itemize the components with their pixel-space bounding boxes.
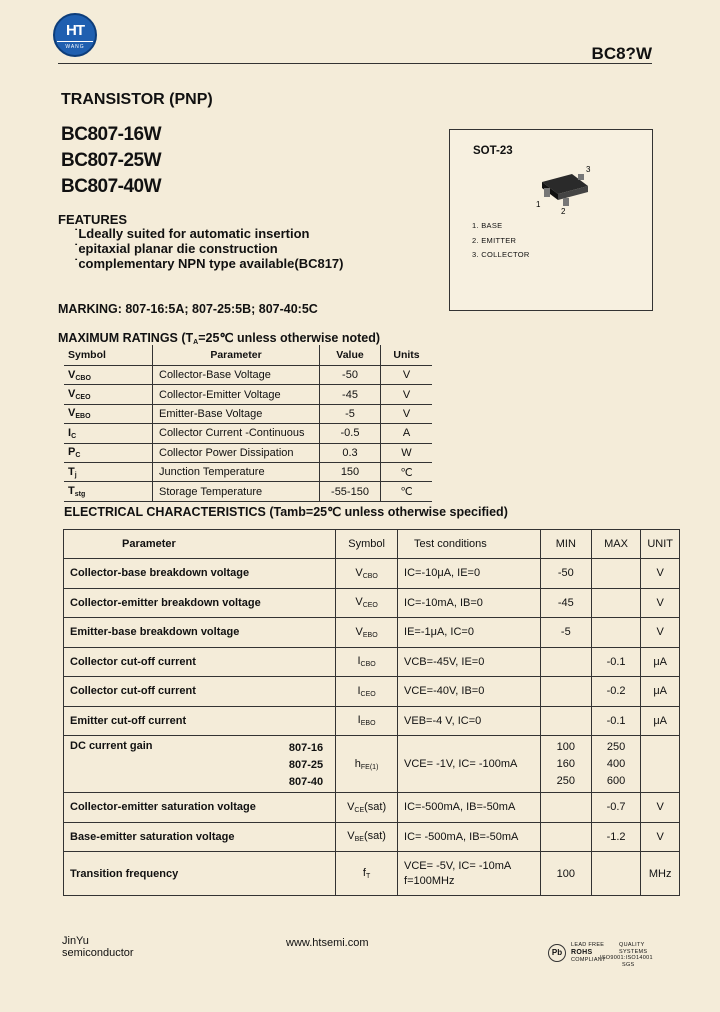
table-row: Transition frequency $f_T$ VCE= -5V, IC= -10mA f=100MHz 100 MHz <box>64 852 680 896</box>
features-heading: FEATURES <box>58 212 128 227</box>
company-logo <box>53 13 97 57</box>
cert-sgs: SGS <box>622 962 635 968</box>
part-family-title: BC8?W <box>591 44 652 63</box>
table-header-row <box>64 530 680 559</box>
col-header: Symbol <box>64 345 153 366</box>
table-row: Collector cut-off current $I_{CBO}$ VCB=-45V, IE=0 -0.1 μA <box>64 647 680 677</box>
pb-label: Pb <box>551 948 563 957</box>
part-number-3: BC807-40W <box>61 176 162 197</box>
col-header: Units <box>381 345 433 366</box>
table-header-row <box>64 345 432 366</box>
table-row: Emitter cut-off current $I_{EBO}$ VEB=-4 V, IC=0 -0.1 μA <box>64 706 680 736</box>
electrical-title: ELECTRICAL CHARACTERISTICS (Tamb=25℃ unless otherwise specified) <box>64 505 508 519</box>
cert-quality: QUALITY <box>619 942 645 948</box>
table-row: Base-emitter saturation voltage $V_{BE}(sat)$ IC= -500mA, IB=-50mA -1.2 V <box>64 822 680 852</box>
pin-label-3: 3 <box>586 165 591 174</box>
package-box <box>449 129 653 311</box>
grade-label: 807-25 <box>288 759 324 771</box>
table-row: Collector-emitter breakdown voltage $V_{CEO}$ IC=-10mA, IB=0 -45 V <box>64 588 680 618</box>
electrical-table <box>63 529 680 896</box>
cert-rohs: ROHS <box>571 949 593 956</box>
lead-free-icon <box>548 944 566 962</box>
header-divider <box>58 63 652 64</box>
sot23-package-icon <box>530 162 600 214</box>
table-row: $T_j$ Junction Temperature 150 ℃ <box>64 462 432 481</box>
table-row: $V_{CEO}$ Collector-Emitter Voltage -45 V <box>64 385 432 404</box>
company-subname: semiconductor <box>62 947 134 959</box>
table-row: $T_{stg}$ Storage Temperature -55-150 ℃ <box>64 482 432 501</box>
col-header: Parameter <box>153 345 320 366</box>
marking-line: MARKING: 807-16:5A; 807-25:5B; 807-40:5C <box>58 302 318 316</box>
part-number-2: BC807-25W <box>61 150 162 171</box>
table-row: $V_{CBO}$ Collector-Base Voltage -50 V <box>64 366 432 385</box>
website-link[interactable]: www.htsemi.com <box>286 937 369 949</box>
grade-label: 807-16 <box>288 742 324 754</box>
company-name: JinYu <box>62 935 89 947</box>
table-row: Collector-emitter saturation voltage $V_{CE}(sat)$ IC=-500mA, IB=-50mA -0.7 V <box>64 793 680 823</box>
logo-subtext: WANG <box>65 44 85 50</box>
pin-label-2: 2 <box>561 207 566 214</box>
col-header: Symbol <box>336 530 398 559</box>
package-name: SOT-23 <box>473 145 513 157</box>
pin-desc-3: 3. COLLECTOR <box>472 250 530 259</box>
table-row: $V_{EBO}$ Emitter-Base Voltage -5 V <box>64 404 432 423</box>
col-header: Test conditions <box>398 530 541 559</box>
dc-gain-label: DC current gain <box>70 740 153 752</box>
table-row: $I_C$ Collector Current -Continuous -0.5 A <box>64 424 432 443</box>
pin-desc-1: 1. BASE <box>472 221 503 230</box>
max-ratings-title: MAXIMUM RATINGS ($T_A=25℃$ unless otherwise noted) <box>58 331 381 346</box>
col-header: UNIT <box>641 530 680 559</box>
grade-label: 807-40 <box>288 776 324 788</box>
cert-compliant: COMPLIANT <box>571 957 606 963</box>
col-header: MIN <box>540 530 591 559</box>
part-number-1: BC807-16W <box>61 124 162 145</box>
feature-item: ˙Ldeally suited for automatic insertion <box>74 226 310 241</box>
col-header: Parameter <box>64 530 336 559</box>
logo-text: HT <box>66 22 84 39</box>
max-ratings-table <box>64 345 432 502</box>
table-row-dc-gain: DC current gain 807-16 807-25 807-40 $h_{FE(1)}$ VCE= -1V, IC= -100mA 100 160 250 250 400 600 <box>64 736 680 793</box>
table-row: Collector cut-off current $I_{CEO}$ VCE=-40V, IB=0 -0.2 μA <box>64 677 680 707</box>
pin-desc-2: 2. EMITTER <box>472 236 517 245</box>
feature-item: ˙epitaxial planar die construction <box>74 241 278 256</box>
feature-item: ˙complementary NPN type available(BC817) <box>74 256 344 271</box>
cert-system: SYSTEMS <box>619 949 648 955</box>
pin-label-1: 1 <box>536 200 541 209</box>
cert-lead-free: LEAD FREE <box>571 942 605 948</box>
col-header: Value <box>320 345 381 366</box>
page-title: TRANSISTOR (PNP) <box>61 91 213 108</box>
cert-iso: ISO9001:ISO14001 <box>600 955 653 961</box>
table-row: Collector-base breakdown voltage $V_{CBO}$ IC=-10μA, IE=0 -50 V <box>64 559 680 589</box>
col-header: MAX <box>591 530 641 559</box>
table-row: $P_C$ Collector Power Dissipation 0.3 W <box>64 443 432 462</box>
table-row: Emitter-base breakdown voltage $V_{EBO}$ IE=-1μA, IC=0 -5 V <box>64 618 680 648</box>
